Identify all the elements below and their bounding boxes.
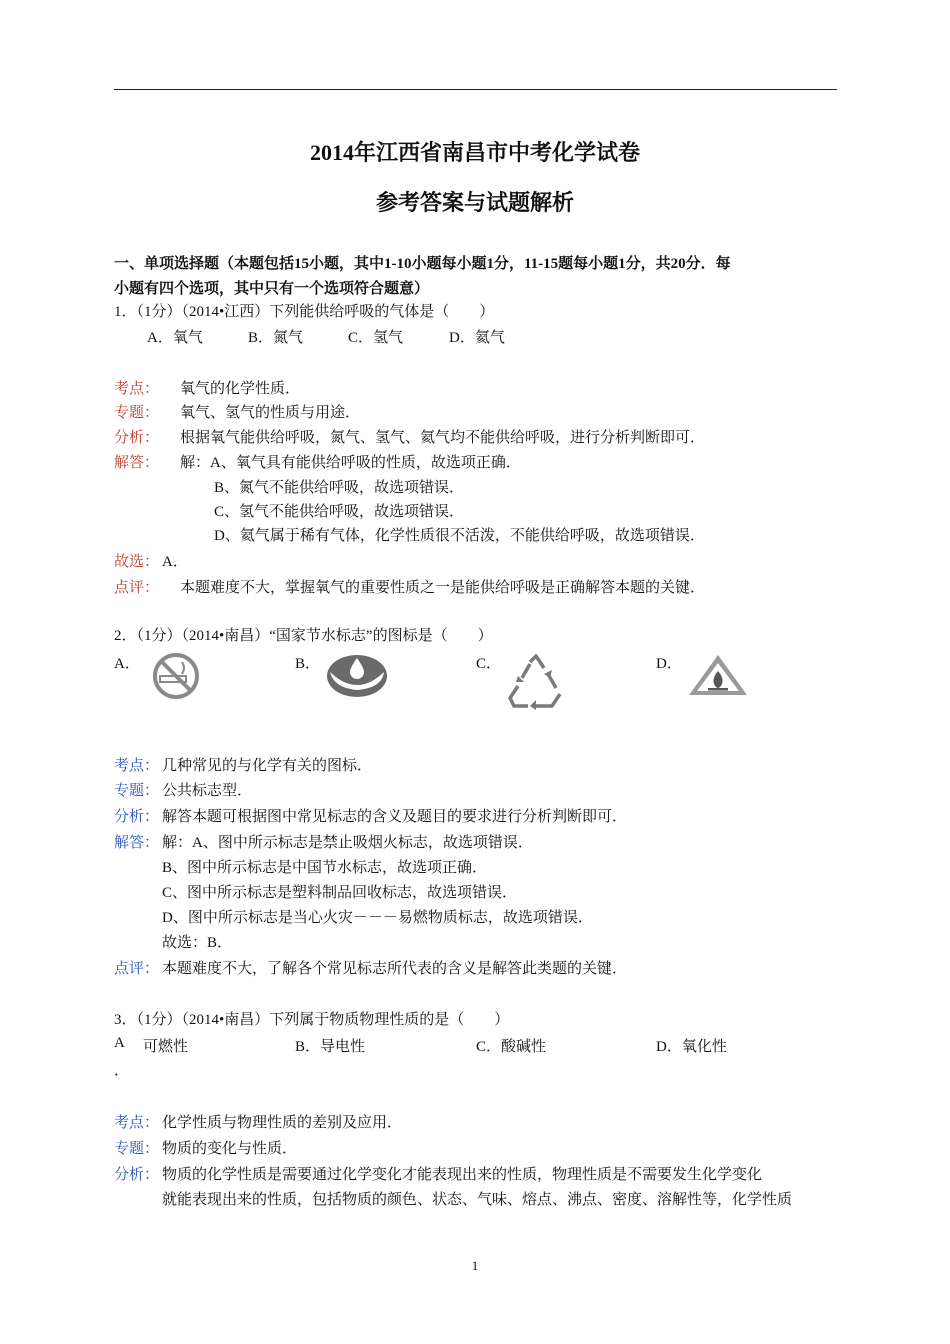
q1-kaodian: 氧气的化学性质． <box>180 381 301 397</box>
q2-option-b: B． <box>295 656 321 672</box>
flammable-warning-icon <box>686 652 750 698</box>
document-title: 2014年江西省南昌市中考化学试卷 <box>309 140 640 165</box>
q3-option-a-letter: A <box>114 1035 125 1051</box>
document-subtitle: 参考答案与试题解析 <box>375 190 574 215</box>
q2-jieda-line: 故选：B． <box>162 935 233 951</box>
q3-fenxi-line: 物质的化学性质是需要通过化学变化才能表现出来的性质，物理性质是不需要发生化学变化 <box>162 1167 763 1183</box>
q2-jieda-label: 解答： <box>114 835 160 851</box>
q2-option-a: A． <box>114 656 140 672</box>
q2-option-c: C． <box>476 656 502 672</box>
section-heading-line2: 小题有四个选项，其中只有一个选项符合题意） <box>114 281 430 297</box>
q2-option-d: D． <box>656 656 682 672</box>
q2-fenxi-label: 分析： <box>114 809 160 825</box>
q1-dianping: 本题难度不大，掌握氧气的重要性质之一是能供给呼吸是正确解答本题的关键． <box>180 580 706 596</box>
q1-jieda-line: 解：A、氧气具有能供给呼吸的性质，故选项正确． <box>180 455 521 471</box>
q1-stem: 1．（1分）（2014•江西）下列能供给呼吸的气体是（ ） <box>114 304 495 320</box>
q1-option-a: A．氧气 <box>147 330 203 346</box>
water-saving-icon <box>326 650 388 698</box>
q3-option-a-text: 可燃性 <box>143 1039 189 1055</box>
header-rule <box>114 89 837 90</box>
q3-kaodian-label: 考点： <box>114 1115 160 1131</box>
q2-zhuanti: 公共标志型． <box>162 783 253 799</box>
recycle-icon <box>506 654 568 712</box>
q3-option-d: D．氧化性 <box>656 1039 727 1055</box>
q1-guxuan-label: 故选： <box>114 554 160 570</box>
q3-option-a-dot: ． <box>114 1063 130 1079</box>
q3-fenxi-label: 分析： <box>114 1167 160 1183</box>
q2-dianping-label: 点评： <box>114 961 160 977</box>
q2-kaodian: 几种常见的与化学有关的图标． <box>162 758 373 774</box>
q1-zhuanti: 氧气、氢气的性质与用途． <box>180 405 361 421</box>
q1-jieda-label: 解答： <box>114 455 160 471</box>
q3-option-b: B．导电性 <box>295 1039 366 1055</box>
q3-option-c: C．酸碱性 <box>476 1039 547 1055</box>
q1-option-d: D．氦气 <box>449 330 505 346</box>
q1-option-c: C．氢气 <box>348 330 404 346</box>
q2-dianping: 本题难度不大，了解各个常见标志所代表的含义是解答此类题的关键． <box>162 961 628 977</box>
q2-zhuanti-label: 专题： <box>114 783 160 799</box>
q3-zhuanti: 物质的变化与性质． <box>162 1141 298 1157</box>
q3-stem: 3．（1分）（2014•南昌）下列属于物质物理性质的是（ ） <box>114 1012 510 1028</box>
q1-fenxi-label: 分析： <box>114 430 160 446</box>
no-smoking-icon <box>144 652 208 700</box>
section-heading-line1: 一、单项选择题（本题包括15小题，其中1-10小题每小题1分，11-15题每小题1分，共20分．每 <box>114 256 731 272</box>
q3-zhuanti-label: 专题： <box>114 1141 160 1157</box>
q1-jieda-line: D、氦气属于稀有气体，化学性质很不活泼，不能供给呼吸，故选项错误． <box>214 528 705 544</box>
page-number: 1 <box>471 1258 479 1273</box>
q1-jieda-line: B、氮气不能供给呼吸，故选项错误． <box>214 480 465 496</box>
q2-jieda-line: C、图中所示标志是塑料制品回收标志，故选项错误． <box>162 885 518 901</box>
q3-fenxi-line: 就能表现出来的性质，包括物质的颜色、状态、气味、熔点、沸点、密度、溶解性等，化学性质 <box>162 1192 793 1208</box>
q2-jieda-line: D、图中所示标志是当心火灾－－－易燃物质标志，故选项错误． <box>162 910 593 926</box>
q1-option-b: B．氮气 <box>248 330 304 346</box>
q2-stem: 2．（1分）（2014•南昌）“国家节水标志”的图标是（ ） <box>114 628 493 644</box>
q1-guxuan: A． <box>162 554 188 570</box>
q2-jieda-line: B、图中所示标志是中国节水标志，故选项正确． <box>162 860 488 876</box>
q3-kaodian: 化学性质与物理性质的差别及应用． <box>162 1115 403 1131</box>
q2-kaodian-label: 考点： <box>114 758 160 774</box>
q1-fenxi: 根据氧气能供给呼吸，氮气、氢气、氦气均不能供给呼吸，进行分析判断即可． <box>180 430 706 446</box>
q2-jieda-line: 解：A、图中所示标志是禁止吸烟火标志，故选项错误． <box>162 835 533 851</box>
q1-zhuanti-label: 专题： <box>114 405 160 421</box>
q2-fenxi: 解答本题可根据图中常见标志的含义及题目的要求进行分析判断即可． <box>162 809 628 825</box>
q1-kaodian-label: 考点： <box>114 381 160 397</box>
q1-dianping-label: 点评： <box>114 580 160 596</box>
q1-jieda-line: C、氢气不能供给呼吸，故选项错误． <box>214 504 465 520</box>
